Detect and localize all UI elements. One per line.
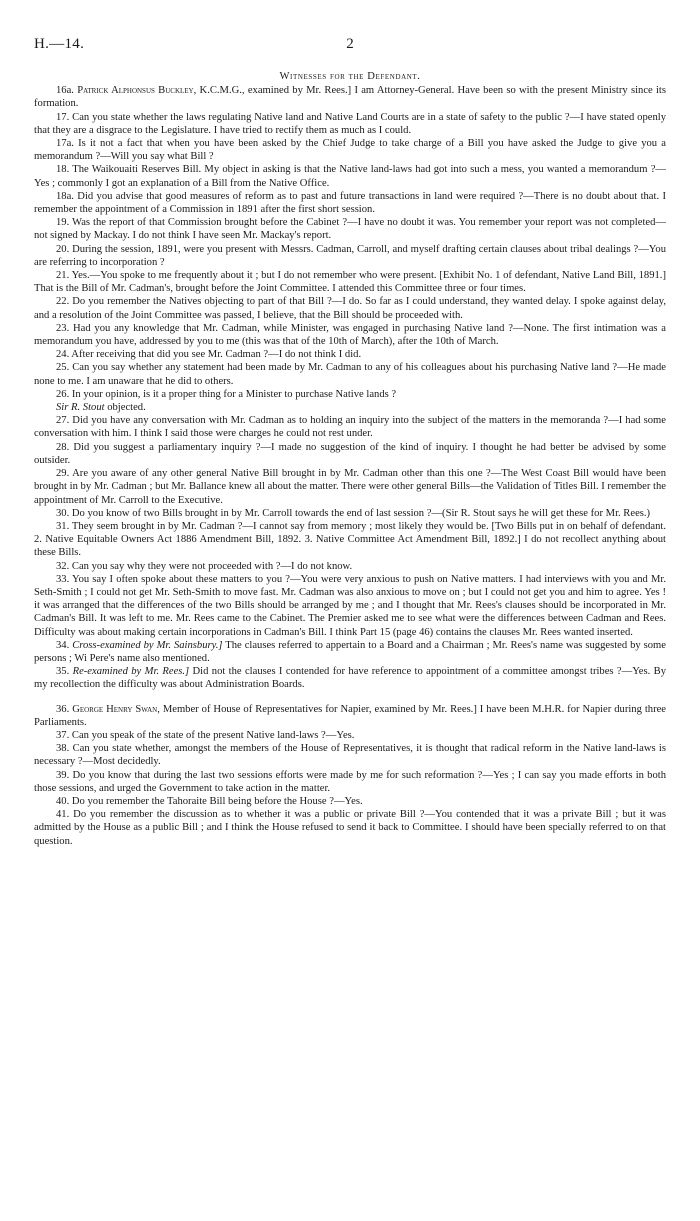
testimony-paragraph: 33. You say I often spoke about these matters to you ?—You were very anxious to push on Native matters. I had interviews with you and Mr. Seth-Smith ; I could not get Mr. Seth-Smith to move fast. Mr. Cadman was also anxious to move on ; but I could not get you and him to agree. Yes ! it was arranged that the differences of the two Bills should be arranged by me ; and I thought that Mr. Rees's clauses should be incorporated in Mr. Cadman's Bill. It was left to me. Mr. Rees came to the Cabinet. The Premier asked me to see what were the differences between Cadman and Rees. Difficulty was about making certain incorporations in Cadman's Bill. I think Part 15 (page 46) contains the clauses Mr. Rees wanted inserted.: [34, 573, 666, 638]
testimony-paragraph: 30. Do you know of two Bills brought in by Mr. Carroll towards the end of last session ?—(Sir R. Stout says he will get these for Mr. Rees.): [56, 507, 651, 519]
testimony-paragraph: 19. Was the report of that Commission brought before the Cabinet ?—I have no doubt it was. You remember your report was not completed—not signed by Mackay. I do not think I have seen Mr. Mackay's report.: [34, 217, 666, 242]
testimony-paragraph: 20. During the session, 1891, were you present with Messrs. Cadman, Carroll, and myself drafting certain clauses about tribal dealings ?—You are referring to incorporation ?: [34, 243, 666, 268]
witness-name: Patrick Alphonsus Buckley: [77, 85, 194, 97]
testimony-paragraph: 17a. Is it not a fact that when you have been asked by the Chief Judge to take charge of a Bill you have asked the Judge to give you a memorandum ?—Will you say what Bill ?: [34, 138, 666, 163]
witness-name: George Henry Swan: [72, 703, 158, 715]
re-examination-lead: Re-examined by Mr. Rees.]: [72, 666, 190, 678]
page-number: 2: [346, 36, 354, 52]
testimony-group-c: [34, 729, 666, 848]
testimony-paragraph: 21. Yes.—You spoke to me frequently about it ; but I do not remember who were present. [Exhibit No. 1 of defendant, Native Land Bill, 1891.] That is the Bill of Mr. Cadman's, brought before the Joint Committee. I attended this Committee three or four times.: [34, 270, 666, 295]
testimony-paragraph: 25. Can you say whether any statement had been made by Mr. Cadman to any of his colleagues about his purchasing Native land ?—He made none to me. I am unaware that he did to others.: [34, 362, 666, 387]
objection-note: [34, 401, 666, 414]
testimony-paragraph: 37. Can you speak of the state of the present Native land-laws ?—Yes.: [56, 729, 355, 741]
testimony-group-b: [34, 414, 666, 638]
testimony-paragraph: 38. Can you state whether, amongst the members of the House of Representatives, it is thought that radical reform in the Native land-laws is necessary ?—Most decidedly.: [34, 743, 666, 768]
paragraph-number: 34.: [56, 639, 73, 651]
document-code: H.—14.: [34, 36, 85, 52]
paragraph-number: 16a.: [56, 85, 74, 97]
witness-intro-text: , K.C.M.G., examined by Mr. Rees.] I am Attorney-General. Have been so with the present Ministry since its formation.: [34, 85, 666, 110]
testimony-paragraph: 17. Can you state whether the laws regulating Native land and Native Land Courts are in a state of safety to the public ?—I have stated openly that they are a disgrace to the Legislature. I have tried to rectify them as much as I could.: [34, 111, 666, 136]
page-header: [34, 36, 666, 54]
paragraph-number: 35.: [56, 666, 73, 678]
paragraph-number: 36.: [56, 703, 70, 715]
cross-examination-lead: Cross-examined by Mr. Sainsbury.]: [72, 639, 223, 651]
testimony-paragraph: 32. Can you say why they were not proceeded with ?—I do not know.: [56, 560, 353, 572]
testimony-paragraph: 28. Did you suggest a parliamentary inquiry ?—I made no suggestion of the kind of inquiry. I thought he had better be advised by some outsider.: [34, 441, 666, 466]
witness-intro-swan: [34, 703, 666, 729]
objection-speaker: Sir R. Stout: [56, 402, 105, 414]
witness-intro-text: , Member of House of Representatives for Napier, examined by Mr. Rees.] I have been M.H.R. for Napier during three Parliaments.: [34, 703, 667, 728]
testimony-paragraph: 31. They seem brought in by Mr. Cadman ?—I cannot say from memory ; most likely they would be. [Two Bills put in on behalf of defendant. 2. Native Equitable Owners Act 1886 Amendment Bill, 1892. 3. Native Committee Act Amendment Bill, 1892.] I do not recollect anything about these Bills.: [34, 520, 666, 559]
testimony-paragraph: 23. Had you any knowledge that Mr. Cadman, while Minister, was engaged in purchasing Native land ?—None. The first intimation was a memorandum you have, addressed by you to me (this was that of the 10th of March), after the 10th of March.: [34, 322, 666, 348]
testimony-paragraph: 24. After receiving that did you see Mr. Cadman ?—I do not think I did.: [56, 349, 362, 361]
cross-examination-text: The clauses referred to appertain to a Board and a Chairman ; Mr. Rees's name was suggested by some persons ; Wi Pere's name also mentioned.: [34, 639, 667, 664]
testimony-paragraph: 39. Do you know that during the last two sessions efforts were made by me for such reformation ?—Yes ; I can say you made efforts in both those sessions, and urged the Government to take action in the matter.: [34, 769, 666, 794]
testimony-paragraph: 41. Do you remember the discussion as to whether it was a public or private Bill ?—You contended that it was a private Bill ; but it was admitted by the House as a public Bill ; and I think the House refused to send it back to Committee. I should have been specially referred to on that question.: [34, 809, 666, 847]
witness-intro-buckley: [34, 84, 666, 110]
testimony-paragraph: 27. Did you have any conversation with Mr. Cadman as to holding an inquiry into the subject of the matters in the memoranda ?—I had some conversation with him. I think I said those were charges he could not rest under.: [34, 415, 666, 440]
section-heading: Witnesses for the Defendant.: [279, 71, 421, 82]
testimony-paragraph: 26. In your opinion, is it a proper thing for a Minister to purchase Native lands ?: [56, 388, 397, 400]
testimony-paragraph: 18a. Did you advise that good measures of reform as to past and future transactions in land were required ?—There is no doubt about that. I remember the appointment of a Commission in 1891 after the first short session.: [34, 190, 666, 216]
document-body: [34, 70, 666, 848]
re-examination-paragraph: [34, 665, 666, 691]
testimony-group-a: [34, 111, 666, 401]
testimony-paragraph: 18. The Waikouaiti Reserves Bill. My object in asking is that the Native land-laws had got into such a mess, you wanted a memorandum ?—Yes ; commonly I got an explanation of a Bill from the Native Office.: [34, 164, 666, 189]
re-examination-text: Did not the clauses I contended for have reference to appointment of a committee amongst tribes ?—Yes. By my recollection the difficulty was about Administration Boards.: [34, 666, 666, 691]
cross-examination-paragraph: [34, 639, 666, 665]
testimony-paragraph: 22. Do you remember the Natives objecting to part of that Bill ?—I do. So far as I could understand, they wanted delay. I spoke against delay, and a resolution of the Joint Committee was passed, I believe, that the Bill should be proceeded with.: [34, 296, 666, 321]
objection-text: objected.: [104, 402, 146, 414]
testimony-paragraph: 29. Are you aware of any other general Native Bill brought in by Mr. Cadman other than this one ?—The West Coast Bill would have been brought in by Mr. Cadman ; but Mr. Ballance knew all about the matter. There were other general Bills—the Validation of Titles Bill. I remember the appointment of Mr. Carroll to the Executive.: [34, 468, 666, 506]
testimony-paragraph: 40. Do you remember the Tahoraite Bill being before the House ?—Yes.: [56, 795, 363, 807]
